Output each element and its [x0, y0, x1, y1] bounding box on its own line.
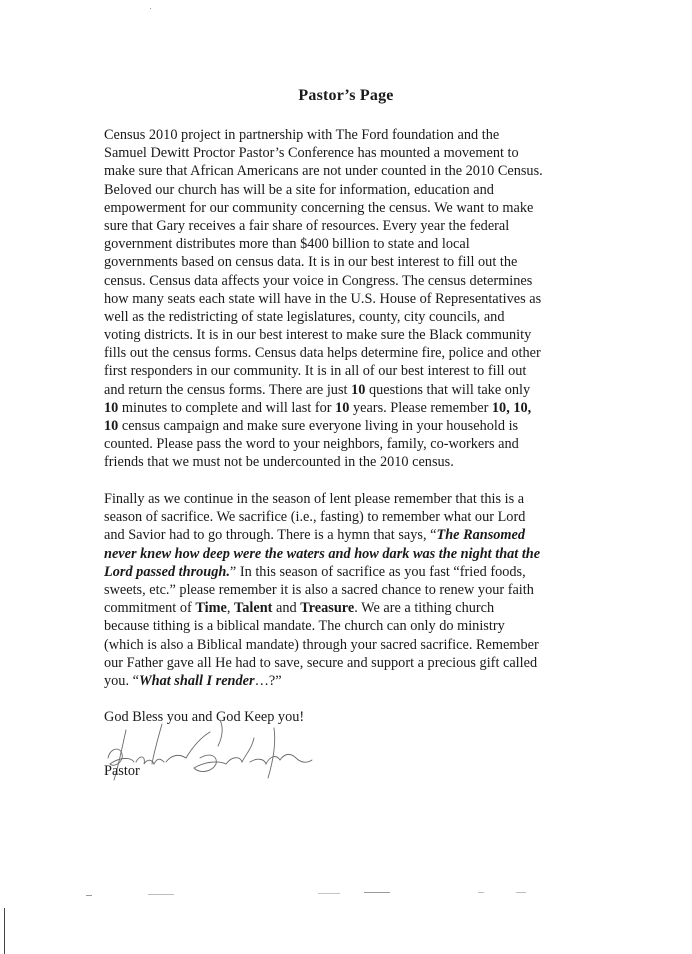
- text-run: (which is also a Biblical mandate) through your sacred sacrifice. Remember: [104, 636, 539, 653]
- text-run: government distributes more than $400 billion to state and local: [104, 236, 470, 253]
- closing-blessing: God Bless you and God Keep you!: [104, 709, 305, 725]
- text-run: first responders in our community. It is in all of our best interest to fill out: [104, 363, 527, 380]
- text-line: [104, 672, 624, 690]
- text-line: [104, 199, 624, 217]
- text-line: [104, 563, 624, 581]
- text-run: commitment of: [104, 600, 196, 617]
- text-run: counted. Please pass the word to your neighbors, family, co-workers and: [104, 436, 519, 453]
- text-line: [104, 217, 624, 235]
- paragraph-lent: [104, 490, 624, 690]
- text-line: [104, 344, 624, 362]
- text-run: fills out the census forms. Census data helps determine fire, police and other: [104, 345, 541, 362]
- emphasized-text: never knew how deep were the waters and how dark was the night that the: [104, 545, 541, 562]
- emphasized-text: What shall I render: [138, 672, 255, 689]
- text-run: friends that we must not be undercounted in the 2010 census.: [104, 454, 454, 471]
- text-line: [104, 581, 624, 599]
- text-line: [104, 435, 624, 453]
- text-run: census campaign and make sure everyone living in your household is: [118, 418, 519, 434]
- text-run: ” In this season of sacrifice as you fast “fried foods,: [229, 563, 526, 580]
- text-line: [104, 308, 624, 326]
- text-run: voting districts. It is in our best interest to make sure the Black community: [104, 327, 532, 344]
- text-run: Census 2010 project in partnership with The Ford foundation and the: [104, 127, 500, 143]
- text-run: Samuel Dewitt Proctor Pastor’s Conference has mounted a movement to: [104, 145, 519, 162]
- text-line: [104, 326, 624, 344]
- text-run: and return the census forms. There are just: [104, 381, 352, 398]
- text-line: [104, 272, 624, 290]
- text-run: ,: [226, 600, 234, 617]
- emphasized-text: Time: [195, 600, 227, 617]
- scan-mark: [364, 892, 390, 893]
- text-run: …?”: [254, 672, 282, 689]
- emphasized-text: 10: [104, 399, 119, 416]
- emphasized-text: Lord passed through.: [104, 563, 230, 580]
- text-line: [104, 545, 624, 563]
- text-line: [104, 126, 624, 144]
- emphasized-text: Talent: [234, 600, 273, 617]
- emphasized-text: 10, 10,: [491, 399, 532, 416]
- text-run: make sure that African Americans are not under counted in the 2010 Census.: [104, 163, 543, 180]
- text-run: how many seats each state will have in the U.S. House of Representatives as: [104, 290, 542, 307]
- text-line: [104, 490, 624, 508]
- text-line: [104, 235, 624, 253]
- paragraph-census: [104, 126, 624, 472]
- emphasized-text: 10: [335, 399, 350, 416]
- text-run: you. “: [104, 672, 139, 689]
- text-line: [104, 162, 624, 180]
- text-run: Beloved our church has will be a site for information, education and: [104, 181, 494, 198]
- text-line: [104, 617, 624, 635]
- text-line: [104, 654, 624, 672]
- text-line: [104, 636, 624, 654]
- text-line: [104, 362, 624, 380]
- text-line: [104, 599, 624, 617]
- text-run: minutes to complete and will last for: [118, 399, 336, 416]
- text-line: [104, 381, 624, 399]
- scan-mark: [150, 8, 151, 9]
- text-line: [104, 290, 624, 308]
- text-line: [104, 144, 624, 162]
- scan-mark: [318, 893, 340, 894]
- text-run: and: [272, 600, 301, 617]
- text-line: [104, 526, 624, 544]
- text-run: Finally as we continue in the season of lent please remember that this is a: [104, 491, 525, 507]
- signoff-title: Pastor: [104, 763, 140, 779]
- text-run: . We are a tithing church: [354, 600, 495, 617]
- text-run: questions that will take only: [365, 381, 531, 398]
- scan-edge: [4, 908, 5, 954]
- text-run: sweets, etc.” please remember it is also a sacred chance to renew your faith: [104, 581, 534, 598]
- text-line: [104, 253, 624, 271]
- text-run: governments based on census data. It is in our best interest to fill out the: [104, 254, 518, 271]
- text-run: years. Please remember: [349, 399, 492, 416]
- text-run: sure that Gary receives a fair share of resources. Every year the federal: [104, 217, 510, 234]
- text-line: [104, 453, 624, 471]
- text-run: and Savior had to go through. There is a hymn that says, “: [104, 527, 437, 544]
- emphasized-text: Treasure: [300, 600, 355, 617]
- text-line: [104, 181, 624, 199]
- text-run: our Father gave all He had to save, secure and support a precious gift called: [104, 654, 538, 671]
- text-line: [104, 508, 624, 526]
- text-run: well as the redistricting of state legislatures, county, city councils, and: [104, 308, 505, 325]
- scan-mark: [86, 895, 92, 896]
- text-run: season of sacrifice. We sacrifice (i.e., fasting) to remember what our Lord: [104, 509, 526, 526]
- emphasized-text: 10: [104, 418, 119, 434]
- emphasized-text: 10: [351, 381, 366, 398]
- text-line: [104, 417, 624, 435]
- text-run: census. Census data affects your voice in Congress. The census determines: [104, 272, 533, 289]
- page-title: Pastor’s Page: [298, 87, 394, 104]
- scan-mark: [148, 894, 174, 895]
- scan-mark: [516, 892, 526, 893]
- emphasized-text: The Ransomed: [436, 527, 526, 544]
- scan-mark: [478, 892, 484, 893]
- text-run: empowerment for our community concerning the census. We want to make: [104, 199, 534, 216]
- text-run: because tithing is a biblical mandate. The church can only do ministry: [104, 618, 505, 635]
- text-line: [104, 399, 624, 417]
